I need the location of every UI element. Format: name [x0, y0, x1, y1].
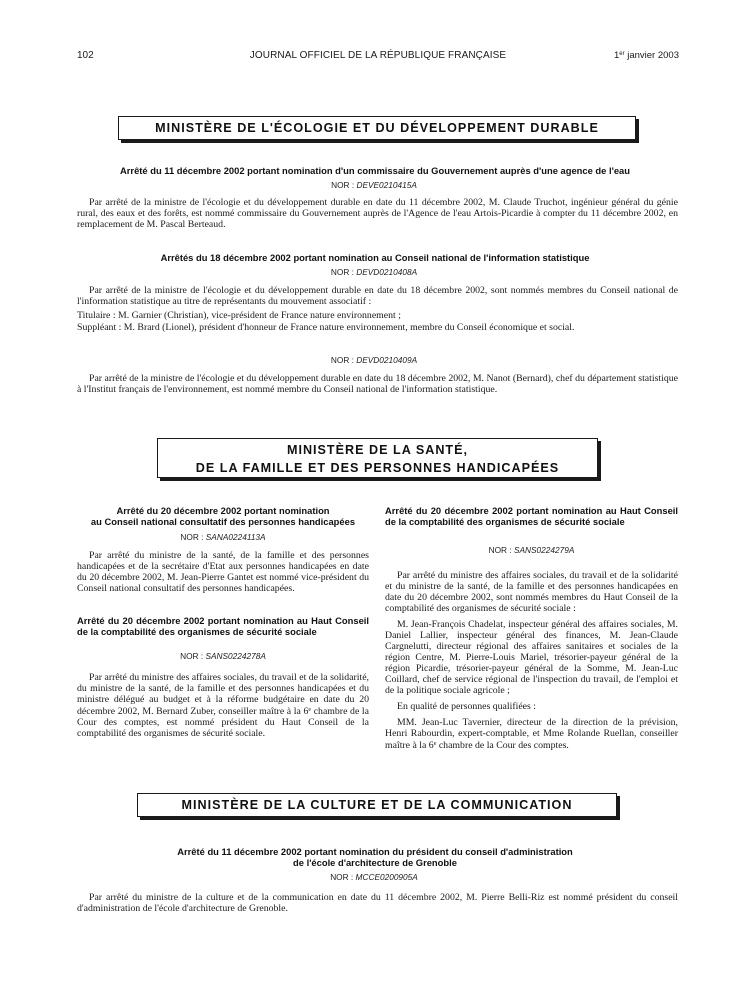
- ordinal-sup: e: [308, 707, 312, 713]
- arrete-title-cnis: Arrêtés du 18 décembre 2002 portant nomination au Conseil national de l'information statistique: [160, 252, 590, 263]
- issue-date: [614, 50, 679, 61]
- title-line: Arrêté du 11 décembre 2002 portant nomination du président du conseil d'administration: [177, 846, 573, 857]
- page-header: [77, 50, 679, 64]
- issue-date-sup: er: [619, 51, 625, 57]
- paragraph: Par arrêté de la ministre de l'écologie et du développement durable en date du 18 décembre 2002, sont nommés membres du Conseil national de l'information statistique au titre de représentants du mouvement associatif :: [77, 285, 678, 307]
- ministry-heading-culture: [137, 793, 617, 817]
- members-paragraph: M. Jean-François Chadelat, inspecteur général des affaires sociales, M. Daniel Lallier, inspecteur général des finances, M. Jean-Claude Cargnelutti, directeur régional des affaires sanitaires et sociales de la région Centre, M. Pierre-Louis Mariel, trésorier-payeur général de la région Picardie, trésorier-payeur général de la Somme, M. Jean-Luc Coillard, chef de service régional de l'inspection du travail, de l'emploi et de la politique sociale agricole ;: [385, 619, 678, 696]
- arrete-text-truchot: [77, 197, 678, 233]
- paragraph: Par arrêté de la ministre de l'écologie et du développement durable en date du 11 décembre 2002, M. Claude Truchot, ingénieur général du génie rural, des eaux et des forêts, est nommé commissaire du Gouvernement auprès de l'Agence de l'eau Artois-Picardie à compter du 11 décembre 2002, en remplacement de M. Pascal Berteaud.: [77, 197, 678, 230]
- nor-code: SANS0224278A: [205, 651, 266, 661]
- nor-reference: [0, 180, 748, 190]
- arrete-title-belli-riz: [60, 846, 690, 868]
- nor-reference: [77, 532, 369, 542]
- suppleant-line: Suppléant : M. Brard (Lionel), président d'honneur de France nature environnement, membre du Conseil économique et social.: [77, 322, 575, 333]
- journal-title: JOURNAL OFFICIEL DE LA RÉPUBLIQUE FRANÇAISE: [249, 50, 507, 61]
- nor-reference: [385, 545, 678, 555]
- nor-code: DEVE0210415A: [356, 180, 417, 190]
- ministry-heading-culture-text: MINISTÈRE DE LA CULTURE ET DE LA COMMUNICATION: [181, 798, 573, 812]
- nor-code: SANS0224279A: [513, 545, 575, 555]
- text-part: MM. Jean-Luc Tavernier, directeur de la direction de la prévision, Henri Rabourdin, expert-comptable, et Mme Rolande Ruellan, conseiller maître à la 6: [385, 717, 678, 751]
- paragraph: Par arrêté du ministre de la santé, de la famille et des personnes handicapées et de la secrétaire d'Etat aux personnes handicapées en date du 20 décembre 2002, M. Jean-Pierre Gantet est nommé vice-président du Conseil national consultatif des personnes handicapées.: [77, 550, 369, 594]
- title-line: de l'école d'architecture de Grenoble: [293, 857, 457, 868]
- nor-label: NOR :: [180, 651, 206, 661]
- arrete-text-nanot: [77, 373, 678, 398]
- text-part: chambre de la Cour des comptes, est nommé président du Haut Conseil de la comptabilité des organismes de sécurité sociale.: [77, 706, 369, 739]
- nor-code: MCCE0200905A: [355, 872, 418, 882]
- nor-reference: [0, 267, 748, 277]
- nor-label: NOR :: [180, 532, 206, 542]
- titulaire-line: Titulaire : M. Garnier (Christian), vice-président de France nature environnement ;: [77, 310, 401, 321]
- text-part: chambre de la Cour des comptes.: [436, 740, 569, 751]
- issue-date-day: 1: [613, 50, 620, 61]
- issue-date-rest: janvier 2003: [624, 50, 679, 61]
- nor-label: NOR :: [488, 545, 514, 555]
- paragraph: Par arrêté du ministre de la culture et de la communication en date du 11 décembre 2002, M. Pierre Belli-Riz est nommé président du conseil d'administration de l'école d'architecture de Grenoble.: [77, 892, 678, 914]
- ministry-heading-ecologie-text: MINISTÈRE DE L'ÉCOLOGIE ET DU DÉVELOPPEMENT DURABLE: [155, 121, 599, 135]
- paragraph: Par arrêté du ministre des affaires sociales, du travail et de la solidarité et du ministre de la santé, de la famille et des personnes handicapées en date du 20 décembre 2002, sont nommés membres du Haut Conseil de la comptabilité des organismes de sécurité sociale :: [385, 570, 678, 614]
- arrete-title-truchot: Arrêté du 11 décembre 2002 portant nomination d'un commissaire du Gouvernement auprès d'une agence de l'eau: [120, 165, 630, 176]
- nor-reference: [77, 651, 369, 661]
- title-line: Arrêté du 20 décembre 2002 portant nomination: [116, 505, 330, 516]
- arrete-text-haut-conseil: [385, 570, 678, 754]
- nor-reference: [0, 872, 748, 882]
- nor-code: DEVD0210409A: [356, 355, 418, 365]
- ministry-heading-ecologie: [118, 116, 636, 140]
- page-number: 102: [77, 50, 94, 61]
- paragraph: [77, 672, 369, 739]
- arrete-title-gantet: [77, 505, 369, 527]
- nor-label: NOR :: [330, 355, 357, 365]
- nor-label: NOR :: [330, 872, 356, 882]
- nor-code: DEVD0210408A: [356, 267, 418, 277]
- ministry-heading-sante: [157, 438, 598, 478]
- nor-label: NOR :: [331, 180, 357, 190]
- ministry-heading-sante-line2: DE LA FAMILLE ET DES PERSONNES HANDICAPÉES: [195, 461, 560, 475]
- qualified-members: [385, 717, 678, 751]
- arrete-title-zuber: Arrêté du 20 décembre 2002 portant nomination au Haut Conseil de la comptabilité des organismes de sécurité sociale: [77, 615, 369, 637]
- ministry-heading-sante-line1: MINISTÈRE DE LA SANTÉ,: [286, 443, 469, 457]
- nor-code: SANA0224113A: [205, 532, 266, 542]
- nor-label: NOR :: [330, 267, 357, 277]
- nor-reference: [0, 355, 748, 365]
- qualified-heading: En qualité de personnes qualifiées :: [397, 701, 537, 712]
- text-part: Par arrêté du ministre des affaires sociales, du travail et de la solidarité, du ministre de la santé, de la famille et des personnes handicapées et du ministre délégué au budget et à la réforme budgétaire en date du 20 décembre 2002, M. Bernard Zuber, conseiller maître à la 6: [77, 672, 369, 717]
- ordinal-sup: e: [433, 741, 437, 747]
- arrete-title-haut-conseil: Arrêté du 20 décembre 2002 portant nomination au Haut Conseil de la comptabilité des organismes de sécurité sociale: [385, 505, 678, 527]
- arrete-text-cnis: [77, 285, 678, 336]
- paragraph: Par arrêté de la ministre de l'écologie et du développement durable en date du 18 décembre 2002, M. Nanot (Bernard), chef du département statistique à l'Institut français de l'environnement, est nommé membre du Conseil national de l'information statistique.: [77, 373, 678, 395]
- arrete-text-zuber: [77, 672, 369, 742]
- arrete-text-belli-riz: [77, 892, 678, 917]
- title-line: au Conseil national consultatif des personnes handicapées: [90, 516, 356, 527]
- arrete-text-gantet: [77, 550, 369, 597]
